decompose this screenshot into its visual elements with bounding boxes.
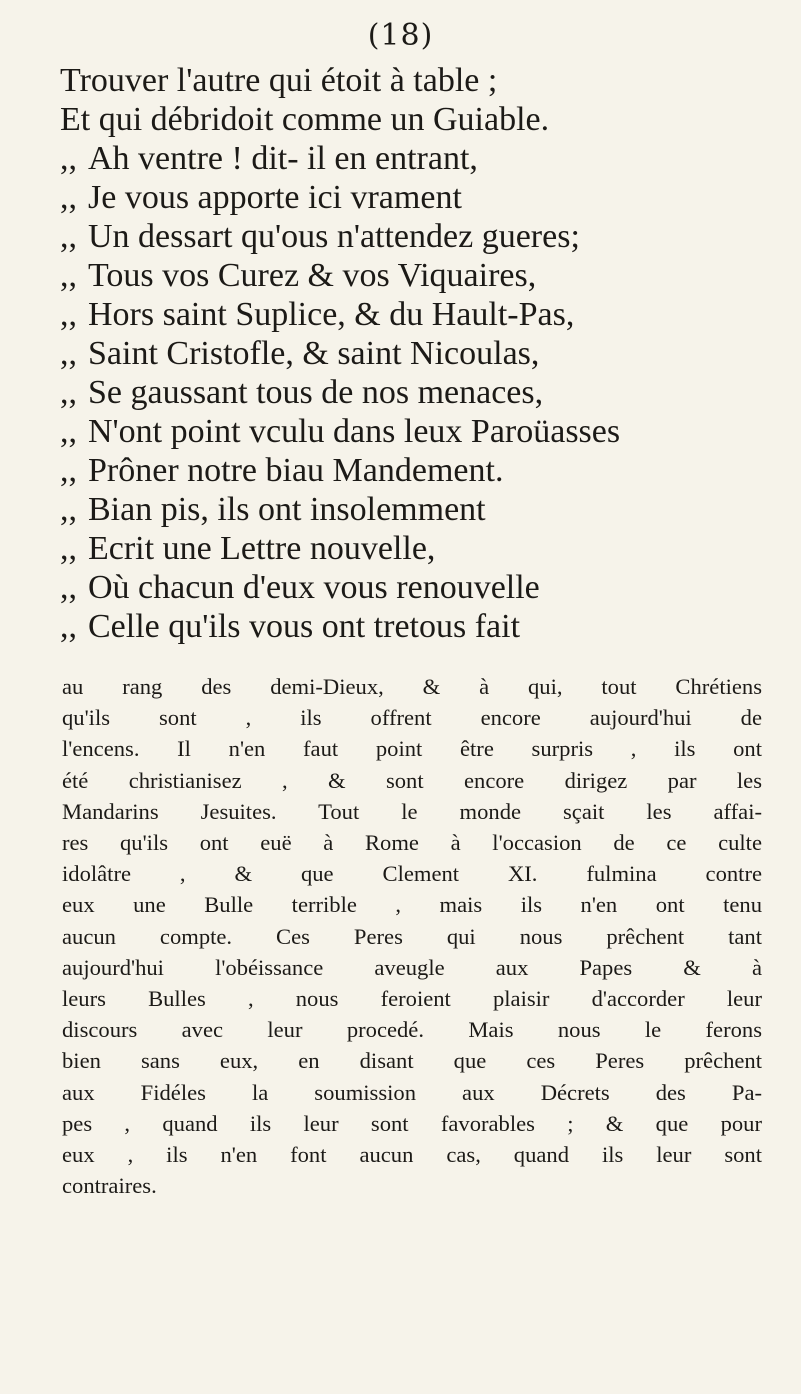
verse-text: Trouver l'autre qui étoit à table ; bbox=[60, 62, 498, 99]
verse-line bbox=[60, 101, 760, 139]
quote-mark: ,, bbox=[60, 530, 77, 567]
verse-text: Saint Cristofle, & saint Nicoulas, bbox=[88, 335, 540, 372]
prose-line: l'encens. Il n'en faut point être surpris , ils ont bbox=[62, 736, 762, 762]
verse-line bbox=[60, 62, 760, 100]
verse-text: N'ont point vculu dans leux Paroüasses bbox=[88, 413, 621, 450]
verse-line bbox=[60, 569, 760, 607]
quote-mark: ,, bbox=[60, 608, 77, 645]
verse-text: Tous vos Curez & vos Viquaires, bbox=[88, 257, 537, 294]
verse-text: Et qui débridoit comme un Guiable. bbox=[60, 101, 550, 138]
prose-line: été christianisez , & sont encore dirigez par les bbox=[62, 767, 762, 793]
verse-line bbox=[60, 218, 760, 256]
verse-text: Un dessart qu'ous n'attendez gueres; bbox=[88, 218, 580, 255]
quote-mark: ,, bbox=[60, 296, 77, 333]
verse-line bbox=[60, 491, 760, 529]
verse-line bbox=[60, 335, 760, 373]
prose-line: aujourd'hui l'obéissance aveugle aux Papes & à bbox=[62, 954, 762, 980]
verse-line bbox=[60, 374, 760, 412]
prose-line: bien sans eux, en disant que ces Peres prêchent bbox=[62, 1048, 762, 1074]
quote-mark: ,, bbox=[60, 218, 77, 255]
verse-line bbox=[60, 296, 760, 334]
verse-text: Je vous apporte ici vrament bbox=[88, 179, 462, 216]
prose-line: eux une Bulle terrible , mais ils n'en ont tenu bbox=[62, 892, 762, 918]
verse-line bbox=[60, 257, 760, 295]
prose-line: au rang des demi-Dieux, & à qui, tout Chrétiens bbox=[62, 674, 762, 699]
prose-line: aux Fidéles la soumission aux Décrets des Pa- bbox=[62, 1079, 762, 1105]
prose-line: discours avec leur procedé. Mais nous le ferons bbox=[62, 1017, 762, 1043]
quote-mark: ,, bbox=[60, 335, 77, 372]
verse-line bbox=[60, 140, 760, 178]
verse-text: Où chacun d'eux vous renouvelle bbox=[88, 569, 540, 606]
quote-mark: ,, bbox=[60, 179, 77, 216]
verse-line bbox=[60, 179, 760, 217]
verse-text: Celle qu'ils vous ont tretous fait bbox=[88, 608, 521, 645]
prose-line: aucun compte. Ces Peres qui nous prêchent tant bbox=[62, 923, 762, 949]
prose-line: eux , ils n'en font aucun cas, quand ils leur sont bbox=[62, 1142, 762, 1167]
prose-line: contraires. bbox=[62, 1173, 157, 1199]
quote-mark: ,, bbox=[60, 452, 77, 489]
prose-line: leurs Bulles , nous feroient plaisir d'accorder leur bbox=[62, 986, 762, 1011]
verse-line bbox=[60, 452, 760, 490]
prose-line: qu'ils sont , ils offrent encore aujourd'hui de bbox=[62, 705, 762, 731]
prose-line: pes , quand ils leur sont favorables ; & que pour bbox=[62, 1110, 762, 1136]
verse-line bbox=[60, 608, 760, 646]
verse-text: Prôner notre biau Mandement. bbox=[88, 452, 504, 489]
quote-mark: ,, bbox=[60, 413, 77, 450]
prose-line: res qu'ils ont euë à Rome à l'occasion de ce culte bbox=[62, 830, 762, 855]
quote-mark: ,, bbox=[60, 257, 77, 294]
quote-mark: ,, bbox=[60, 569, 77, 606]
prose-line: idolâtre , & que Clement XI. fulmina contre bbox=[62, 861, 762, 887]
verse-line bbox=[60, 413, 760, 451]
quote-mark: ,, bbox=[60, 491, 77, 528]
page-number: (18) bbox=[367, 18, 434, 53]
quote-mark: ,, bbox=[60, 374, 77, 411]
verse-line bbox=[60, 530, 760, 568]
verse-text: Ecrit une Lettre nouvelle, bbox=[88, 530, 436, 567]
verse-text: Bian pis, ils ont insolemment bbox=[88, 491, 486, 528]
prose-line: Mandarins Jesuites. Tout le monde sçait les affai- bbox=[62, 798, 762, 824]
quote-mark: ,, bbox=[60, 140, 77, 177]
verse-text: Hors saint Suplice, & du Hault-Pas, bbox=[88, 296, 575, 333]
verse-text: Ah ventre ! dit- il en entrant, bbox=[88, 140, 478, 177]
verse-text: Se gaussant tous de nos menaces, bbox=[88, 374, 544, 411]
